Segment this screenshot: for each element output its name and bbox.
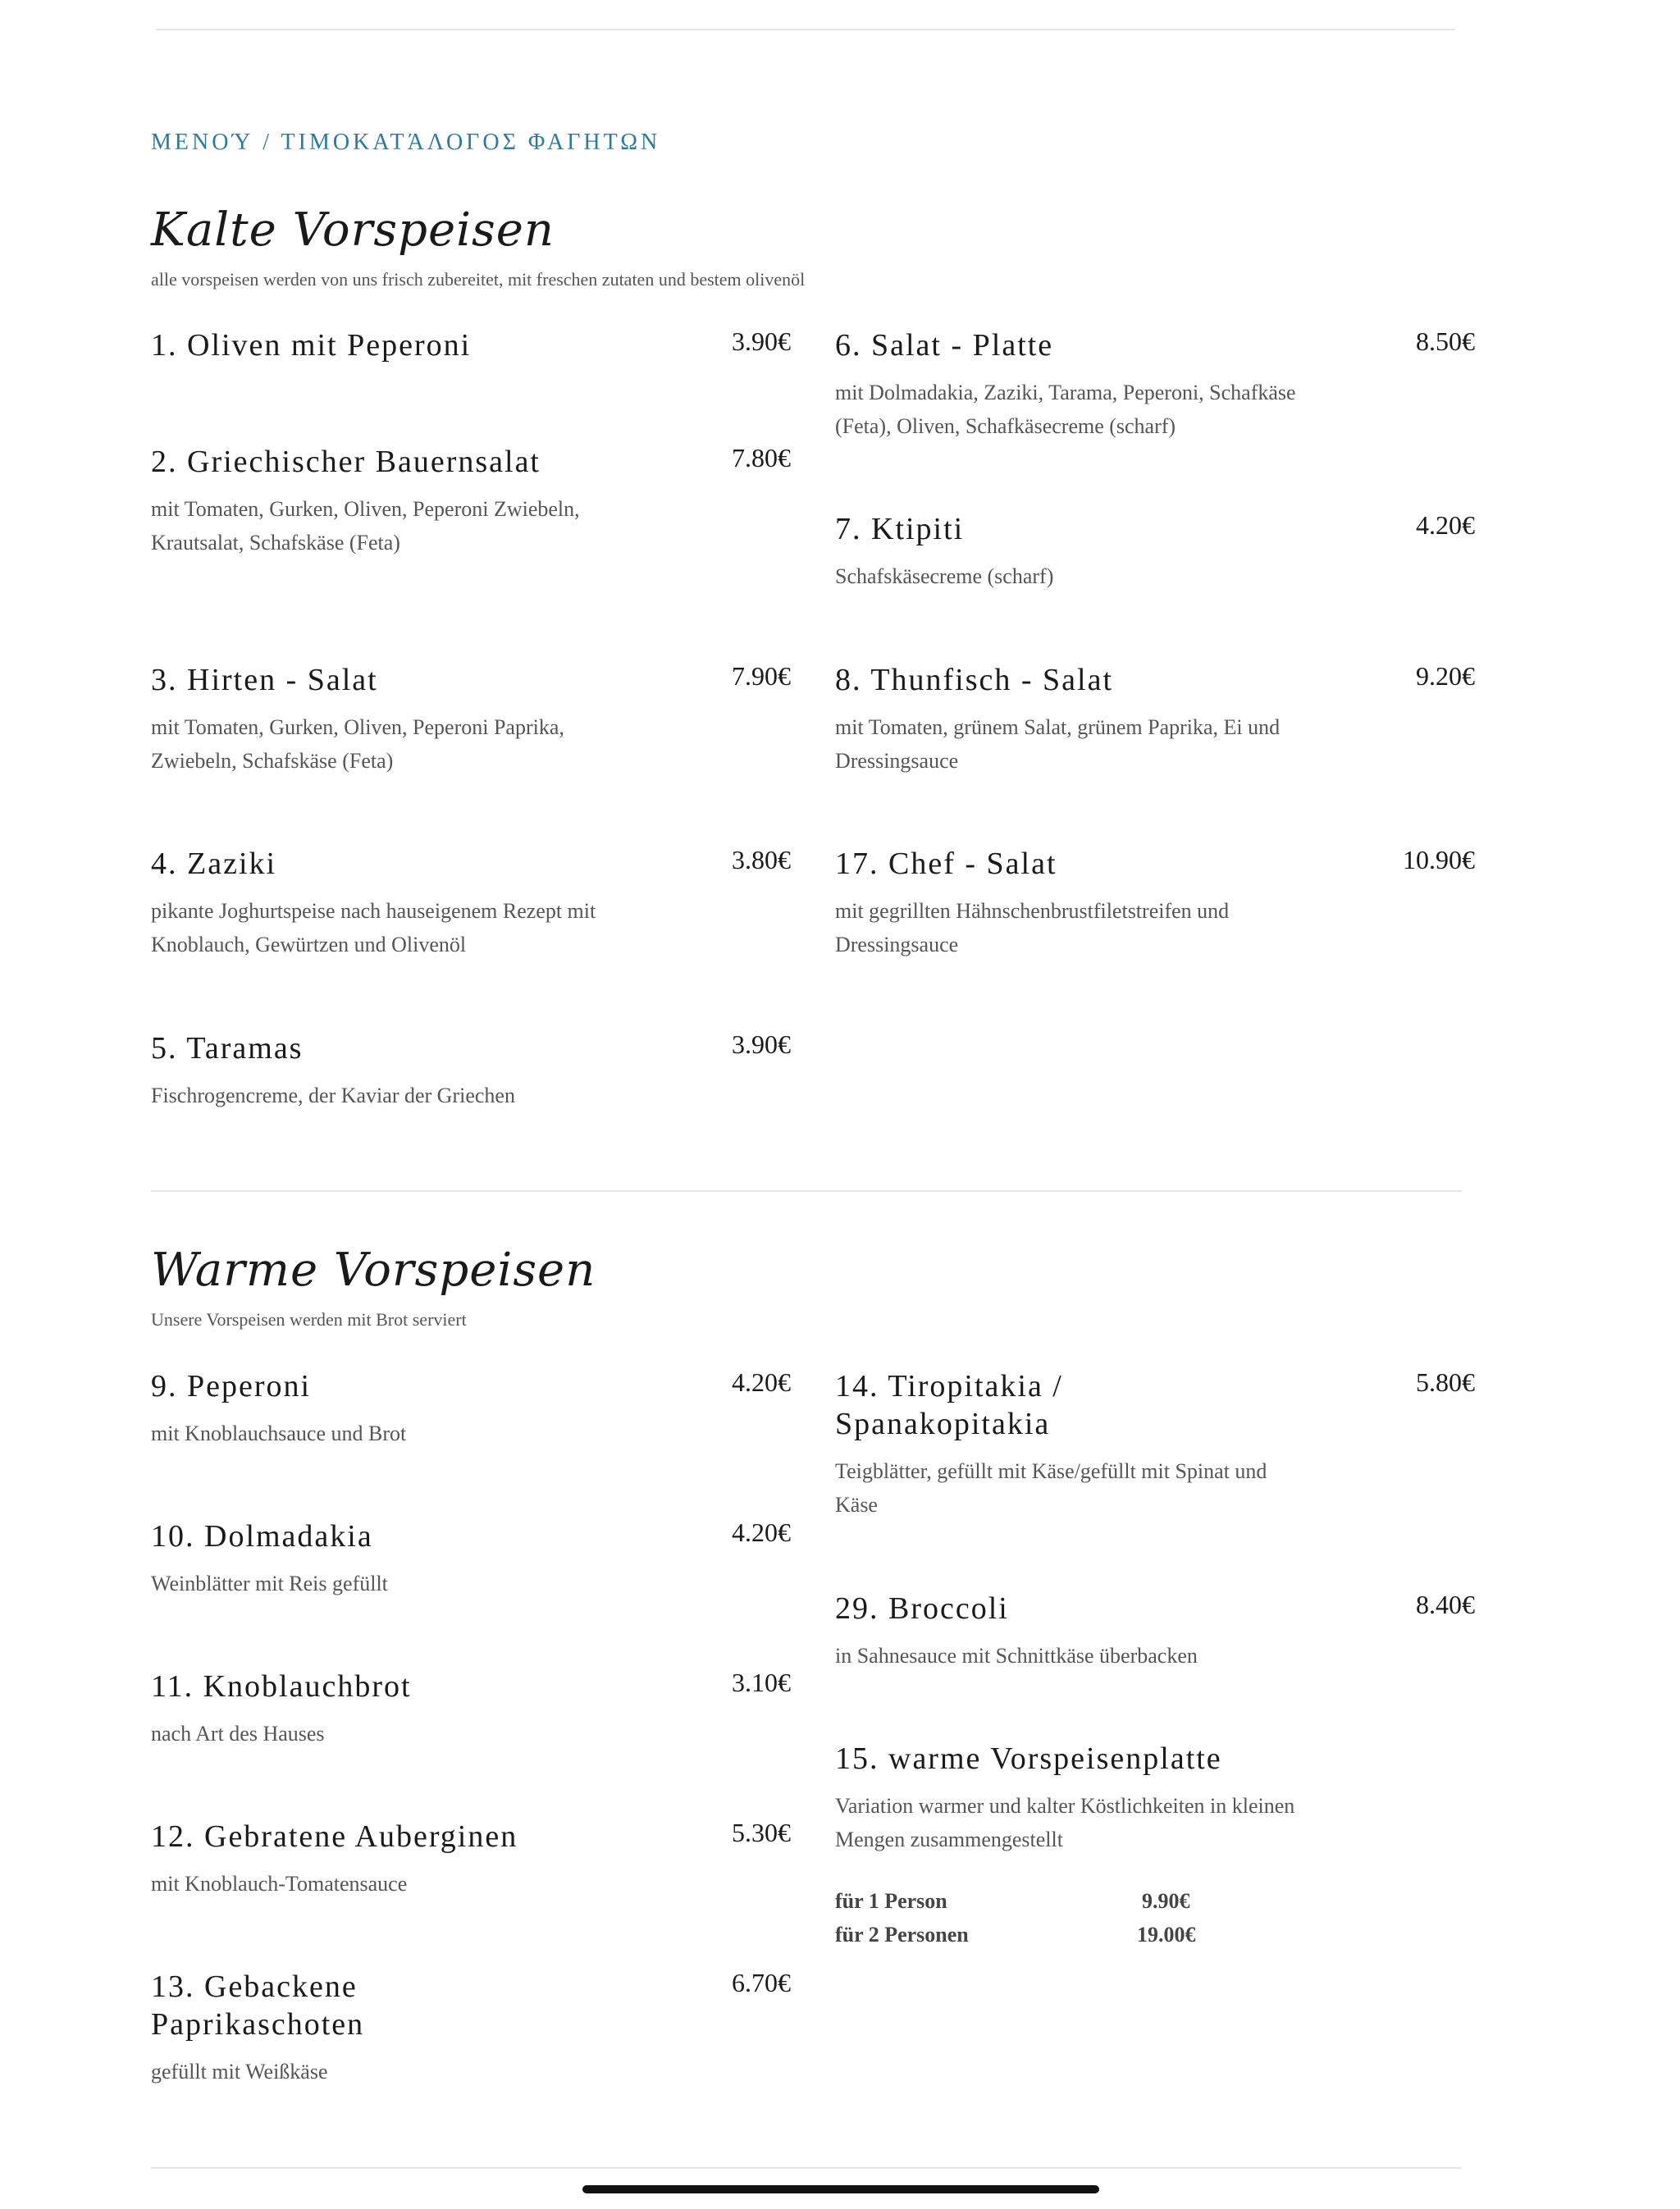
item-description: mit Dolmadakia, Zaziki, Tarama, Peperoni, Schafkäse (Feta), Oliven, Schafkäsecreme (scharf)	[835, 381, 1296, 438]
item-description: Weinblätter mit Reis gefüllt	[151, 1572, 388, 1595]
item-description: Fischrogencreme, der Kaviar der Griechen	[151, 1084, 515, 1107]
menu-kicker: ΜΕΝΟΎ / ΤΙΜΟΚΑΤΆΛΟΓΟΣ ΦΑΓΗΤΩΝ	[151, 130, 661, 155]
item-price: 3.80€	[732, 845, 791, 874]
menu-item	[835, 845, 1475, 961]
menu-item	[151, 1029, 791, 1112]
menu-item	[151, 845, 791, 961]
person-label: für 1 Person	[835, 1889, 947, 1913]
item-name: 17. Chef - Salat	[835, 847, 1057, 881]
person-price-row	[835, 1889, 1204, 1923]
item-name: 6. Salat - Platte	[835, 328, 1054, 363]
item-description: Variation warmer und kalter Köstlichkeiten in kleinen Mengen zusammengestellt	[835, 1794, 1295, 1851]
item-description: mit gegrillten Hähnschenbrustfiletstreifen und Dressingsauce	[835, 899, 1230, 956]
menu-item	[835, 1740, 1475, 1956]
item-price: 7.80€	[732, 443, 791, 472]
item-price: 3.90€	[732, 326, 791, 356]
item-name: 9. Peperoni	[151, 1369, 312, 1403]
item-price: 10.90€	[1403, 845, 1475, 874]
item-name: 10. Dolmadakia	[151, 1519, 373, 1554]
item-price: 9.20€	[1416, 661, 1475, 691]
section-divider	[151, 1190, 1462, 1192]
item-price: 4.20€	[1416, 510, 1475, 540]
item-name: 4. Zaziki	[151, 847, 277, 881]
top-divider	[156, 29, 1455, 30]
item-price: 6.70€	[732, 1968, 791, 1997]
section-subtitle: Unsere Vorspeisen werden mit Brot serviert	[151, 1309, 467, 1330]
menu-item	[151, 1818, 791, 1901]
person-label: für 2 Personen	[835, 1923, 969, 1947]
section-title-warme-vorspeisen: Warme Vorspeisen	[151, 1244, 596, 1297]
item-name: 2. Griechischer Bauernsalat	[151, 445, 541, 479]
menu-item	[151, 1518, 791, 1600]
item-description: nach Art des Hauses	[151, 1722, 325, 1746]
section-subtitle: alle vorspeisen werden von uns frisch zubereitet, mit freschen zutaten und bestem olivenöl	[151, 269, 806, 290]
bottom-divider	[151, 2167, 1462, 2169]
menu-item	[835, 510, 1475, 593]
item-name: 12. Gebratene Auberginen	[151, 1819, 518, 1854]
person-price-list	[835, 1889, 1475, 1956]
menu-item	[835, 1367, 1475, 1522]
item-description: gefüllt mit Weißkäse	[151, 2060, 328, 2083]
item-price: 3.90€	[732, 1029, 791, 1059]
menu-item	[151, 443, 791, 559]
item-name: 29. Broccoli	[835, 1591, 1009, 1626]
home-indicator[interactable]	[582, 2185, 1099, 2193]
item-price: 3.10€	[732, 1668, 791, 1697]
person-price: 9.90€	[1142, 1889, 1190, 1913]
item-description: mit Tomaten, Gurken, Oliven, Peperoni Paprika, Zwiebeln, Schafskäse (Feta)	[151, 715, 564, 773]
item-name: 1. Oliven mit Peperoni	[151, 328, 472, 363]
item-name: 7. Ktipiti	[835, 512, 965, 546]
item-description: mit Knoblauch-Tomatensauce	[151, 1872, 408, 1896]
menu-item	[151, 326, 791, 364]
item-description: Teigblätter, gefüllt mit Käse/gefüllt mit Spinat und Käse	[835, 1459, 1267, 1517]
item-description: Schafskäsecreme (scharf)	[835, 564, 1054, 588]
item-price: 8.50€	[1416, 326, 1475, 356]
item-name: 8. Thunfisch - Salat	[835, 663, 1114, 697]
item-description: in Sahnesauce mit Schnittkäse überbacken	[835, 1644, 1198, 1668]
item-description: mit Tomaten, Gurken, Oliven, Peperoni Zwiebeln, Krautsalat, Schafskäse (Feta)	[151, 497, 580, 555]
person-price-row	[835, 1923, 1204, 1956]
menu-item	[151, 1367, 791, 1450]
item-price: 7.90€	[732, 661, 791, 691]
menu-item	[835, 326, 1475, 443]
item-name: 14. Tiropitakia / Spanakopitakia	[835, 1369, 1063, 1441]
item-price: 8.40€	[1416, 1590, 1475, 1619]
item-description: mit Knoblauchsauce und Brot	[151, 1422, 407, 1445]
item-price: 4.20€	[732, 1518, 791, 1547]
item-name: 11. Knoblauchbrot	[151, 1669, 412, 1704]
menu-item	[835, 661, 1475, 778]
menu-item	[151, 1968, 791, 2088]
item-description: mit Tomaten, grünem Salat, grünem Paprika, Ei und Dressingsauce	[835, 715, 1281, 773]
item-name: 15. warme Vorspeisenplatte	[835, 1741, 1222, 1776]
item-price: 4.20€	[732, 1367, 791, 1397]
person-price: 19.00€	[1137, 1923, 1196, 1947]
item-name: 13. Gebackene Paprikaschoten	[151, 1969, 365, 2042]
item-name: 5. Taramas	[151, 1031, 304, 1066]
menu-item	[151, 661, 791, 778]
item-description: pikante Joghurtspeise nach hauseigenem Rezept mit Knoblauch, Gewürtzen und Olivenöl	[151, 899, 596, 956]
menu-item	[151, 1668, 791, 1750]
section-title-kalte-vorspeisen: Kalte Vorspeisen	[151, 203, 555, 257]
item-price: 5.80€	[1416, 1367, 1475, 1397]
item-name: 3. Hirten - Salat	[151, 663, 378, 697]
item-price: 5.30€	[732, 1818, 791, 1847]
menu-item	[835, 1590, 1475, 1673]
